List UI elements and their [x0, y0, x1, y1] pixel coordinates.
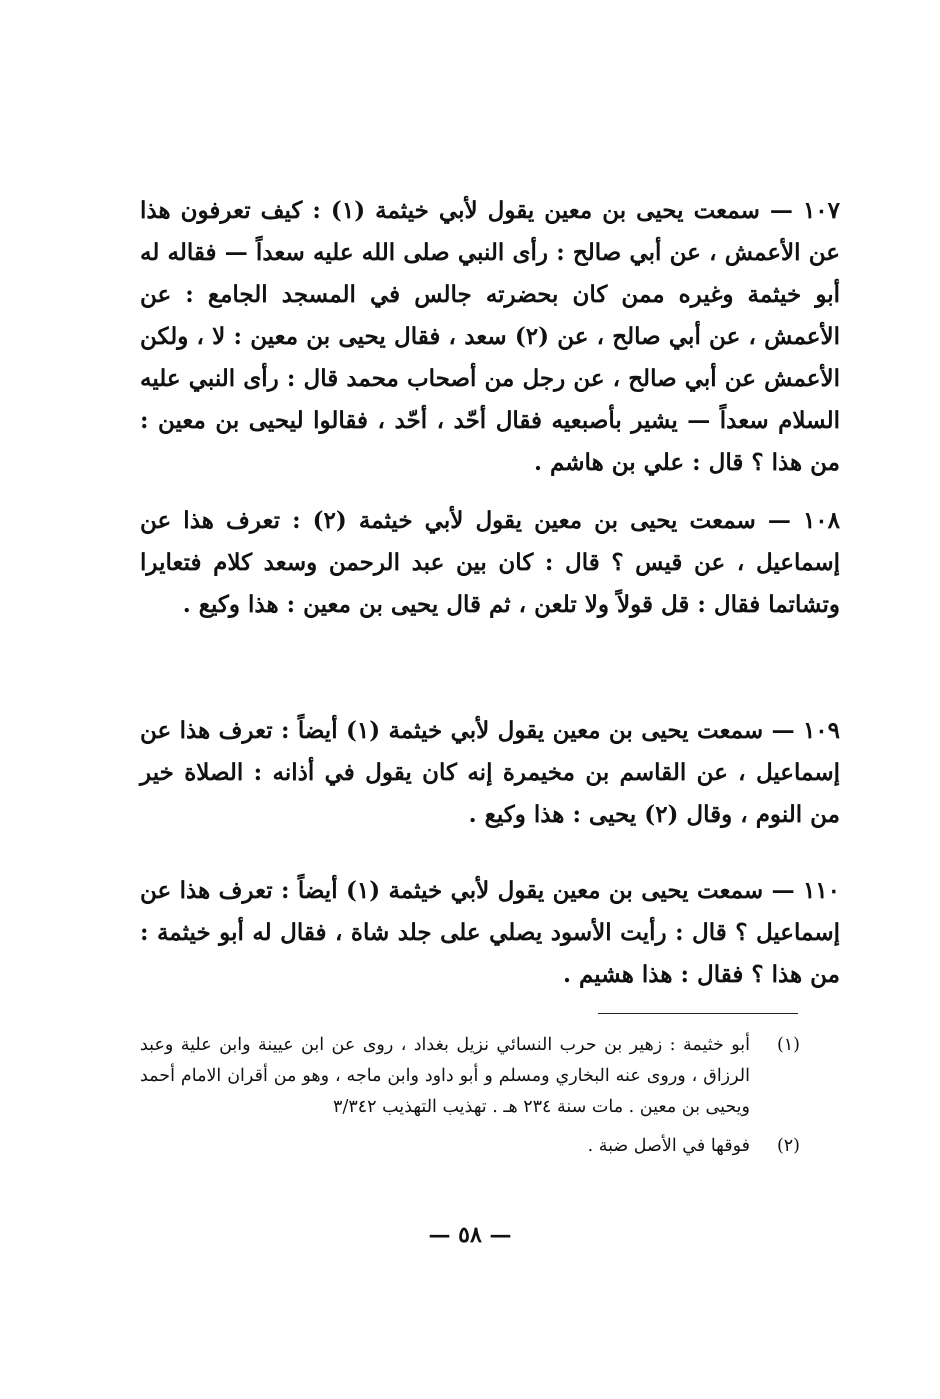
- footnote-2: [140, 1131, 800, 1162]
- page-number: — ٥٨ —: [428, 1222, 512, 1248]
- hadith-entry-107: [140, 190, 840, 484]
- footnote-number: (١): [776, 1035, 800, 1055]
- footnote-1: [140, 1030, 800, 1123]
- footnote-separator: [598, 1013, 798, 1014]
- footnote-text: فوقها في الأصل ضبة .: [587, 1136, 750, 1156]
- hadith-entry-108: [140, 500, 840, 626]
- hadith-entry-110: [140, 870, 840, 996]
- footnote-text: أبو خثيمة : زهير بن حرب النسائي نزيل بغداد ، روى عن ابن عيينة وابن علية وعبد الرزاق ، وروى عنه البخاري ومسلم و أبو داود وابن ماجه ، وهو من أقران الامام أحمد ويحيى بن معين . مات سنة ٢٣٤ هـ . تهذيب التهذيب ٣/٣٤٢: [140, 1035, 750, 1117]
- entry-text: ١٠٨ — سمعت يحيى بن معين يقول لأبي خيثمة (٢) : تعرف هذا عن إسماعيل ، عن قيس ؟ قال : كان بين عبد الرحمن وسعد كلام فتعايرا وتشاتما فقال : قل قولاً ولا تلعن ، ثم قال يحيى بن معين : هذا وكيع .: [140, 507, 840, 618]
- entry-text: ١١٠ — سمعت يحيى بن معين يقول لأبي خيثمة (١) أيضاً : تعرف هذا عن إسماعيل ؟ قال : رأيت الأسود يصلي على جلد شاة ، فقال له أبو خيثمة : من هذا ؟ فقال : هذا هشيم .: [140, 877, 841, 988]
- entry-text: ١٠٩ — سمعت يحيى بن معين يقول لأبي خيثمة (١) أيضاً : تعرف هذا عن إسماعيل ، عن القاسم بن مخيمرة إنه كان يقول في أذانه : الصلاة خير من النوم ، وقال (٢) يحيى : هذا وكيع .: [140, 717, 841, 828]
- footnote-number: (٢): [776, 1136, 800, 1156]
- footnotes: [140, 1030, 800, 1162]
- hadith-entry-109: [140, 710, 840, 836]
- entry-text: ١٠٧ — سمعت يحيى بن معين يقول لأبي خيثمة (١) : كيف تعرفون هذا عن الأعمش ، عن أبي صالح : رأى النبي صلى الله عليه سعداً — فقاله له أبو خيثمة وغيره ممن كان بحضرته جالس في المسجد الجامع : عن الأعمش ، عن أبي صالح ، عن (٢) سعد ، فقال يحيى بن معين : لا ، ولكن الأعمش عن أبي صالح ، عن رجل من أصحاب محمد قال : رأى النبي عليه السلام سعداً — يشير بأصبعيه فقال أحّد ، أحّد ، فقالوا ليحيى بن معين : من هذا ؟ قال : علي بن هاشم .: [140, 197, 841, 476]
